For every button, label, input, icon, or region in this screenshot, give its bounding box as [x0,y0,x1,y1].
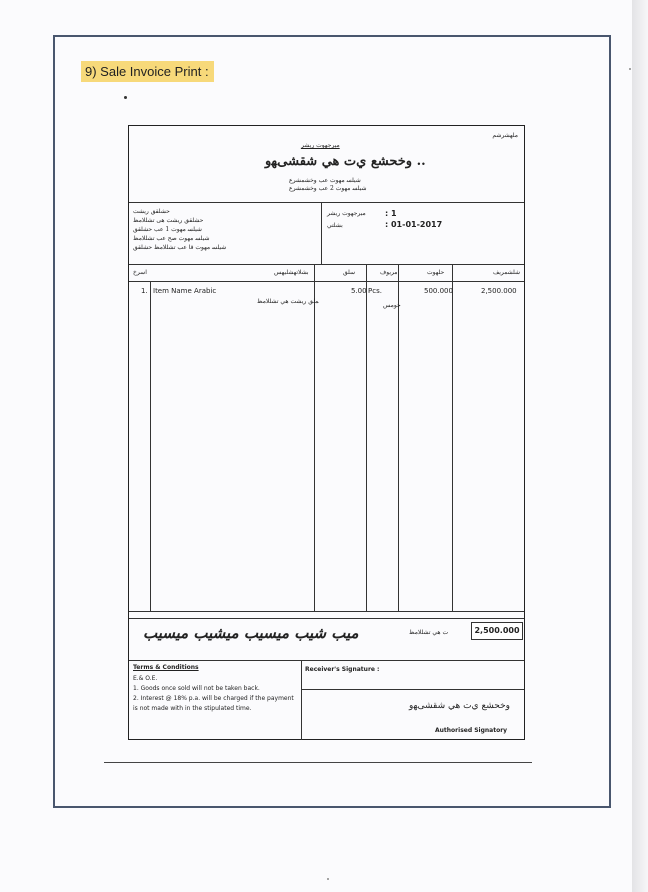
col-header-rate: ﺣﻠﻬﻮﺕ [427,269,445,276]
invoice-date-label: ﺑﺸﻠﺘﻲ [327,222,343,229]
company-address-1: ﺷﻴﻠﺴ ﻣﻬﻮﺕ ﻋﺐ ﻭﺧﺸﻤﺸﺮﻉ [289,177,361,184]
footer-company-name: ﻭﺧﺤﺸﻊ ﻱﺕ ﻫﻲ ﺷﻘﺸﻰﻬﻭ [409,701,511,711]
scan-speck [327,878,329,880]
invoice-corner-label: ﻣﻠﻬﺸﺮﺷﻢ [492,132,518,139]
footer-top-rule [129,660,524,661]
customer-line-2: ﺣﺸﻠﻘﻖ ﺭﻳﺸﺖ ﻫﻰ ﺗﺸﻠﻼﻣﻆ [133,217,204,224]
col-header-qty: ﺳﻠﻖ [343,269,356,276]
terms-title: Terms & Conditions [133,664,199,671]
total-label: ﺕ ﻫﻲ ﺗﺸﻠﻼﻣﻆ [409,629,449,636]
col-header-amount: ﺷﻠﺸﻤﺮﻳﻒ [493,269,521,276]
col-header-description: ﺑﺸﻼﺗﻬﺸﻠﻴﻬﺲ [274,269,309,276]
item-amount: 2,500.000 [481,287,517,295]
terms-line-1: 1. Goods once sold will not be taken back. [133,685,260,692]
invoice-no-value: : 1 [385,209,397,218]
company-caption: ﻣﻴﺮﺟﻬﻮﺕ ﺭﻳﺸﺮ [301,142,340,149]
col-rule-description [314,264,315,611]
page-footer-rule [104,762,532,763]
total-in-words: ﻣﻴﺐ ﺷﻴﺐ ﻣﻴﺴﻴﺐ ﻣﻴﺸﻴﺐ ﻣﻴﺴﻴﺐ [143,624,359,642]
customer-line-5: ﺷﻴﻠﺴ ﻣﻬﻮﺕ ﻗﺎ ﻋﺐ ﺗﺸﻠﻼﻣﻆ ﺣﺸﻠﻘﻖ [133,244,227,251]
col-rule-qty [366,264,367,611]
footer-divider [301,660,302,740]
terms-line-2: 2. Interest @ 18% p.a. will be charged if the payment [133,695,294,702]
total-value-box: 2,500.000 [471,622,523,640]
customer-line-1: ﺣﺸﻠﻘﻖ ﺭﻳﺸﺖ [133,208,170,215]
terms-eoe: E.& O.E. [133,675,158,682]
invoice-no-label: ﻣﻴﺮﺟﻬﻮﺕ ﺭﻳﺸﺮ [327,210,366,217]
item-rate: 500.000 [424,287,453,295]
page-edge-shadow [632,0,648,892]
scan-speck [629,68,631,70]
company-name: ﻭﺧﺤﺸﻊ ﻱﺕ ﻫﻲ ﺷﻘﺸﻰﻬﻭ .. [265,154,426,169]
col-rule-sr [150,281,151,611]
stray-mark [124,96,127,99]
customer-line-3: ﺷﻴﻠﺴ ﻣﻬﻮﺕ 1 ﻋﺐ ﺣﺸﻠﻘﻖ [133,226,202,233]
sale-invoice [128,125,525,740]
invoice-date-value: : 01-01-2017 [385,220,443,229]
receiver-signature-label: Receiver's Signature : [305,666,380,673]
terms-line-3: is not made with in the stipulated time. [133,705,252,712]
company-address-2: ﺷﻴﻠﺴ ﻣﻬﻮﺕ 2 ﻋﺐ ﻭﺧﺸﻤﺸﺮﻉ [289,185,367,192]
customer-meta-divider [321,202,322,264]
item-arabic-description: ﻤﻠﻖ ﺭﻳﺸﺖ ﻫﻲ ﺗﺸﻠﻼﻣﻆ [257,298,319,305]
receiver-rule [301,689,524,690]
total-top-rule [129,611,524,612]
item-sr: 1. [141,287,148,295]
col-header-sr: ﺍﺳﺮﺥ [133,269,147,276]
section-heading: 9) Sale Invoice Print : [81,61,214,82]
item-unit: Pcs. [368,287,382,295]
col-rule-unit [398,264,399,611]
customer-line-4: ﺷﻴﻠﺴ ﻣﻬﻮﺕ ﺻﺢ ﻋﺐ ﺗﺸﻠﻼﻣﻆ [133,235,210,242]
col-rule-rate [452,264,453,611]
column-header-bottom-rule [129,281,524,282]
column-header-top-rule [129,264,524,265]
col-header-unit: ﻣﺮﻳﻮﻑ [380,269,398,276]
item-unit-arabic: ﺟﻮﻣﺲ [383,302,401,309]
item-name: Item Name Arabic [153,287,217,295]
header-divider [129,202,524,203]
total-inner-rule [129,618,524,619]
item-qty: 5.00 [351,287,367,295]
authorised-signatory: Authorised Signatory [435,727,508,734]
